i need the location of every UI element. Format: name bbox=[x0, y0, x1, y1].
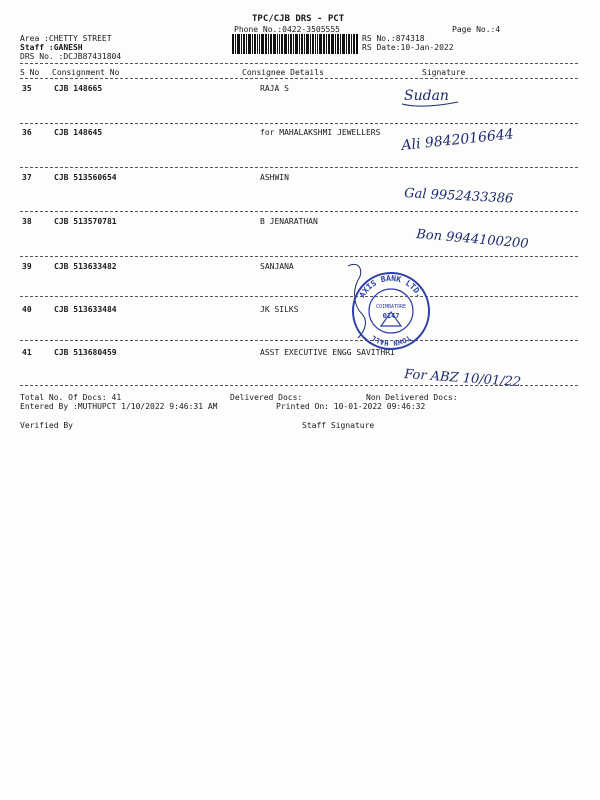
row-sno: 39 bbox=[22, 262, 32, 271]
total-docs: Total No. Of Docs: 41 bbox=[20, 393, 122, 402]
verified-by: Verified By bbox=[20, 421, 73, 430]
area-label: Area :CHETTY STREET bbox=[20, 34, 112, 43]
row-divider bbox=[20, 256, 578, 257]
staff-signature: Staff Signature bbox=[302, 421, 375, 430]
printed-on: Printed On: 10-01-2022 09:46:32 bbox=[276, 402, 426, 411]
rs-number: RS No.:874318 bbox=[362, 34, 425, 43]
page-number: Page No.:4 bbox=[452, 25, 501, 34]
row-consignment: CJB 513633482 bbox=[54, 262, 117, 271]
row-sno: 41 bbox=[22, 348, 32, 357]
row-consignment: CJB 148665 bbox=[54, 84, 103, 93]
row-consignee: ASST EXECUTIVE ENGG SAVITHRI bbox=[260, 348, 395, 357]
signature-row-37 bbox=[400, 175, 550, 211]
row-divider bbox=[20, 340, 578, 341]
row-consignment: CJB 148645 bbox=[54, 128, 103, 137]
signature-text: Bon 9944100200 bbox=[415, 227, 530, 252]
document-title: TPC/CJB DRS - PCT bbox=[252, 14, 345, 24]
rs-date: RS Date:10-Jan-2022 bbox=[362, 43, 454, 52]
row-sno: 35 bbox=[22, 84, 32, 93]
row-sno: 37 bbox=[22, 173, 32, 182]
header-divider bbox=[20, 63, 578, 64]
seal-number: 0147 bbox=[382, 312, 400, 320]
signature-row-35 bbox=[398, 80, 468, 110]
barcode-image bbox=[232, 34, 358, 54]
staff-label: Staff :GANESH bbox=[20, 43, 83, 52]
col-signature: Signature bbox=[422, 68, 466, 77]
row-divider bbox=[20, 385, 578, 386]
column-divider bbox=[20, 78, 578, 79]
row-sno: 38 bbox=[22, 217, 32, 226]
row-divider bbox=[20, 211, 578, 212]
row-divider bbox=[20, 167, 578, 168]
signature-text: Sudan bbox=[404, 88, 449, 104]
row-sno: 36 bbox=[22, 128, 32, 137]
row-consignee: SANJANA bbox=[260, 262, 294, 271]
seal-bottom-text: TOWN HALL bbox=[369, 333, 413, 347]
non-delivered-docs: Non Delivered Docs: bbox=[366, 393, 458, 402]
bank-seal-icon bbox=[348, 268, 434, 354]
row-consignee: JK SILKS bbox=[260, 305, 299, 314]
row-consignee: for MAHALAKSHMI JEWELLERS bbox=[260, 128, 381, 137]
row-consignment: CJB 513680459 bbox=[54, 348, 117, 357]
col-consignment: Consignment No bbox=[52, 68, 120, 77]
row-consignee: ASHWIN bbox=[260, 173, 289, 182]
col-consignee: Consignee Details bbox=[242, 68, 324, 77]
seal-top-text: AXIS BANK LTD. bbox=[357, 273, 425, 300]
signature-row-36 bbox=[398, 124, 558, 164]
row-consignment: CJB 513560654 bbox=[54, 173, 117, 182]
row-divider bbox=[20, 296, 578, 297]
signature-text: For ABZ 10/01/22 bbox=[403, 367, 522, 391]
drs-number: DRS No. :DCJB87431804 bbox=[20, 52, 122, 61]
row-consignment: CJB 513633484 bbox=[54, 305, 117, 314]
row-consignee: RAJA S bbox=[260, 84, 289, 93]
seal-side-text: COIMBATORE bbox=[375, 304, 407, 310]
row-consignee: B JENARATHAN bbox=[260, 217, 318, 226]
col-sno: S No bbox=[20, 68, 40, 77]
entered-by: Entered By :MUTHUPCT 1/10/2022 9:46:31 AM bbox=[20, 402, 218, 411]
signature-text: Gal 9952433386 bbox=[403, 186, 514, 207]
delivered-docs: Delivered Docs: bbox=[230, 393, 303, 402]
signature-row-38 bbox=[412, 216, 572, 256]
row-consignment: CJB 513570781 bbox=[54, 217, 117, 226]
phone-number: Phone No.:0422-3505555 bbox=[234, 25, 340, 34]
row-sno: 40 bbox=[22, 305, 32, 314]
signature-text: Ali 9842016644 bbox=[400, 126, 515, 154]
svg-text:AXIS BANK LTD. bbox=[358, 274, 425, 299]
